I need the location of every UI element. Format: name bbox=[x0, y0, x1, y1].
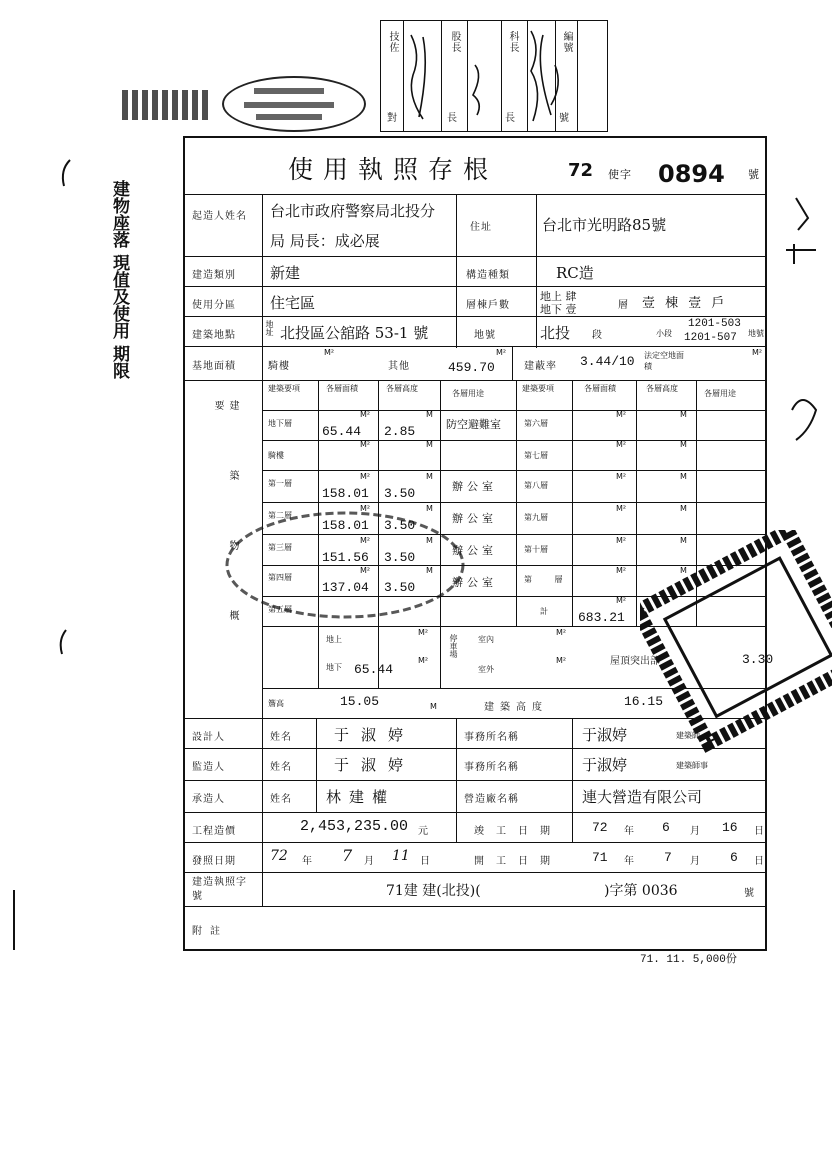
underground-label: 地上 bbox=[326, 635, 342, 644]
row-left-2-item: 第一層 bbox=[268, 479, 292, 488]
contractor-name: 林建權 bbox=[326, 788, 396, 806]
row-left-5-use: 辦公室 bbox=[452, 576, 497, 589]
designer-name: 于淑婷 bbox=[334, 726, 416, 744]
unit-m-l1: M bbox=[426, 440, 433, 449]
license-suffix: 號 bbox=[748, 168, 760, 181]
base-area-sub: 騎樓 bbox=[268, 361, 290, 372]
designer-label: 設計人 bbox=[192, 732, 225, 743]
unit-m-r0: M bbox=[680, 410, 687, 419]
site-prefix: 地址 bbox=[265, 320, 274, 336]
row-left-0-item: 地下層 bbox=[268, 419, 292, 428]
address-value: 台北市光明路85號 bbox=[542, 216, 667, 234]
start-label: 開工日期 bbox=[474, 856, 562, 867]
approval-label-3: 編號 bbox=[561, 31, 572, 53]
permit-label: 建造執照字號 bbox=[192, 877, 247, 902]
issue-year: 72 bbox=[270, 848, 288, 864]
unit-m2-l4: M² bbox=[360, 536, 371, 545]
col-item-left: 建築要項 bbox=[268, 384, 300, 393]
use-zone-value: 住宅區 bbox=[270, 294, 316, 312]
unit-m-l5: M bbox=[426, 566, 433, 575]
col-height-right: 各層高度 bbox=[646, 384, 678, 393]
site-label: 建築地點 bbox=[192, 330, 236, 341]
row-left-0-area: 65.44 bbox=[322, 424, 362, 439]
row-right-3-item: 第九層 bbox=[524, 513, 548, 522]
row-right-4-item: 第十層 bbox=[524, 545, 548, 554]
roof-label: 屋頂突出部 bbox=[610, 656, 660, 667]
structure-value: RC造 bbox=[556, 264, 594, 282]
floors-unit: 層 bbox=[618, 300, 629, 311]
row-left-0-height: 2.85 bbox=[384, 424, 416, 439]
page-title: 使用執照存根 bbox=[288, 155, 499, 184]
lot-label: 地號 bbox=[474, 330, 496, 341]
legal-open-label: 法定空地面積 bbox=[644, 351, 684, 371]
contractor-company: 連大營造有限公司 bbox=[582, 788, 703, 806]
unit-m2-l3: M² bbox=[360, 504, 371, 513]
other-value: 459.70 bbox=[448, 360, 495, 375]
approval-label-2: 科長 bbox=[507, 31, 518, 53]
col-area-right: 各層面積 bbox=[584, 384, 616, 393]
supervisor-label: 監造人 bbox=[192, 762, 225, 773]
build-type-value: 新建 bbox=[270, 264, 301, 282]
row-left-4-height: 3.50 bbox=[384, 550, 416, 565]
designer-office-suffix: 建築師 bbox=[676, 731, 700, 740]
unit-m2-l5: M² bbox=[360, 566, 371, 575]
row-left-5-height: 3.50 bbox=[384, 580, 416, 595]
unit-m2-l2: M² bbox=[360, 472, 371, 481]
parking-label: 停車場 bbox=[449, 634, 458, 658]
row-left-2-area: 158.01 bbox=[322, 486, 369, 501]
unit-m2-r6: M² bbox=[616, 596, 627, 605]
row-left-3-area: 158.01 bbox=[322, 518, 369, 533]
start-month: 7 bbox=[664, 850, 672, 865]
issue-year-char: 年 bbox=[302, 856, 313, 867]
site-value: 北投區公舘路 53-1 號 bbox=[280, 324, 429, 342]
supervisor-name: 于淑婷 bbox=[334, 756, 416, 774]
applicant-value-1: 台北市政府警察局北投分 bbox=[270, 202, 436, 220]
building-height-value: 16.15 bbox=[624, 694, 664, 709]
approval-sig-1: 長 bbox=[447, 113, 458, 124]
contractor-name-label: 姓名 bbox=[270, 794, 292, 805]
unit-m2-ug1: M² bbox=[418, 628, 429, 637]
unit-m-r4: M bbox=[680, 536, 687, 545]
legal-open-unit: M² bbox=[752, 348, 763, 357]
issue-month-char: 月 bbox=[364, 856, 375, 867]
approval-sig-3: 號 bbox=[559, 113, 570, 124]
permit-suffix: 號 bbox=[744, 888, 755, 899]
base-area-unit: M² bbox=[324, 348, 335, 357]
lot-suffix: 地號 bbox=[748, 329, 764, 338]
completion-month-char: 月 bbox=[690, 826, 701, 837]
row-left-5-area: 137.04 bbox=[322, 580, 369, 595]
eave-value: 15.05 bbox=[340, 694, 380, 709]
diagonal-stamp bbox=[640, 530, 832, 780]
lot-number-1: 1201-503 bbox=[688, 318, 741, 330]
permit-value: 71建 建(北投)( bbox=[386, 883, 481, 899]
row-left-0-use: 防空避難室 bbox=[446, 418, 501, 431]
row-right-1-item: 第七層 bbox=[524, 451, 548, 460]
col-item-right: 建築要項 bbox=[522, 384, 554, 393]
parking-outdoor: 室外 bbox=[478, 665, 494, 674]
lot-xiaoduan: 小段 bbox=[656, 329, 672, 338]
underground-value: 65.44 bbox=[354, 662, 394, 677]
start-year: 71 bbox=[592, 850, 608, 865]
designer-name-label: 姓名 bbox=[270, 732, 292, 743]
supervisor-office: 于淑婷 bbox=[582, 756, 628, 774]
cost-value: 2,453,235.00 bbox=[300, 818, 409, 835]
approval-label-0: 技佐 bbox=[387, 31, 398, 53]
floors-label: 層棟戶數 bbox=[466, 300, 510, 311]
base-area-label: 基地面積 bbox=[192, 361, 236, 372]
row-left-1-item: 騎樓 bbox=[268, 451, 284, 460]
row-left-2-height: 3.50 bbox=[384, 486, 416, 501]
unit-m2-r0: M² bbox=[616, 410, 627, 419]
other-unit: M² bbox=[496, 348, 507, 357]
unit-m2-l1: M² bbox=[360, 440, 371, 449]
unit-m2-r3: M² bbox=[616, 504, 627, 513]
row-right-0-item: 第六層 bbox=[524, 419, 548, 428]
designer-office-label: 事務所名稱 bbox=[464, 732, 519, 743]
build-type-label: 建造類別 bbox=[192, 270, 236, 281]
completion-label: 竣工日期 bbox=[474, 826, 562, 837]
oval-seal bbox=[222, 76, 366, 132]
building-count: 壹 棟 壹 戶 bbox=[642, 296, 728, 311]
row-left-5-item: 第四層 bbox=[268, 573, 292, 582]
start-day: 6 bbox=[730, 850, 738, 865]
approval-sig-2: 長 bbox=[505, 113, 516, 124]
unit-m2-p1: M² bbox=[556, 628, 567, 637]
issue-day: 11 bbox=[392, 848, 410, 864]
supervisor-office-suffix: 建築師事 bbox=[676, 761, 708, 770]
address-label: 住址 bbox=[470, 222, 492, 233]
unit-m2-r2: M² bbox=[616, 472, 627, 481]
start-day-char: 日 bbox=[754, 856, 765, 867]
row-left-4-area: 151.56 bbox=[322, 550, 369, 565]
unit-m2-l0: M² bbox=[360, 410, 371, 419]
row-left-2-use: 辦公室 bbox=[452, 480, 497, 493]
completion-day-char: 日 bbox=[754, 826, 765, 837]
completion-day: 16 bbox=[722, 820, 738, 835]
col-use-left: 各層用途 bbox=[452, 389, 484, 398]
roof-value: 3.30 bbox=[742, 652, 774, 667]
row-left-4-item: 第三層 bbox=[268, 543, 292, 552]
building-height-label: 建築高度 bbox=[484, 702, 548, 713]
contractor-company-label: 營造廠名稱 bbox=[464, 794, 519, 805]
unit-m-r3: M bbox=[680, 504, 687, 513]
approval-sig-0: 對 bbox=[387, 113, 398, 124]
start-year-char: 年 bbox=[624, 856, 635, 867]
row-left-3-item: 第二層 bbox=[268, 511, 292, 520]
contractor-label: 承造人 bbox=[192, 794, 225, 805]
applicant-value-2: 局 局長：成必展 bbox=[270, 232, 380, 250]
completion-month: 6 bbox=[662, 820, 670, 835]
license-number: 0894 bbox=[658, 160, 725, 188]
use-zone-label: 使用分區 bbox=[192, 300, 236, 311]
row-left-6-item: 第五層 bbox=[268, 605, 292, 614]
unit-m-l4: M bbox=[426, 536, 433, 545]
lot-number-2: 1201-507 bbox=[684, 332, 737, 344]
unit-m-l3: M bbox=[426, 504, 433, 513]
unit-m-r5: M bbox=[680, 566, 687, 575]
completion-year-char: 年 bbox=[624, 826, 635, 837]
unit-m-r2: M bbox=[680, 472, 687, 481]
row-left-3-height: 3.50 bbox=[384, 518, 416, 533]
unit-m-l0: M bbox=[426, 410, 433, 419]
unit-m2-r4: M² bbox=[616, 536, 627, 545]
form-footer: 71. 11. 5,000份 bbox=[640, 954, 737, 966]
license-type: 使字 bbox=[608, 168, 632, 181]
coverage-value: 3.44/10 bbox=[580, 354, 635, 369]
approval-label-1: 股長 bbox=[449, 31, 460, 53]
col-area-left: 各層面積 bbox=[326, 384, 358, 393]
other-label: 其他 bbox=[388, 361, 410, 372]
applicant-label: 起造人姓名 bbox=[192, 211, 247, 222]
designer-office: 于淑婷 bbox=[582, 726, 628, 744]
unit-m-eave: M bbox=[430, 702, 437, 711]
unit-m2-p2: M² bbox=[556, 656, 567, 665]
left-margin-text: 建物座落 現值及使用 期限 bbox=[109, 180, 129, 379]
row-left-4-use: 辦公室 bbox=[452, 544, 497, 557]
supervisor-office-label: 事務所名稱 bbox=[464, 762, 519, 773]
structure-label: 構造種類 bbox=[466, 270, 510, 281]
coverage-label: 建蔽率 bbox=[524, 361, 557, 372]
unit-m2-ug2: M² bbox=[418, 656, 429, 665]
row-right-6-item: 計 bbox=[540, 607, 548, 616]
row-left-3-use: 辦公室 bbox=[452, 512, 497, 525]
floors-below: 地下 壹 bbox=[540, 303, 577, 316]
completion-year: 72 bbox=[592, 820, 608, 835]
row-right-5-item: 第 層 bbox=[524, 575, 573, 584]
col-use-right: 各層用途 bbox=[704, 389, 736, 398]
issue-day-char: 日 bbox=[420, 856, 431, 867]
unit-m-r1: M bbox=[680, 440, 687, 449]
cost-label: 工程造價 bbox=[192, 826, 236, 837]
parking-indoor: 室內 bbox=[478, 635, 494, 644]
row-right-2-item: 第八層 bbox=[524, 481, 548, 490]
cost-unit: 元 bbox=[418, 826, 429, 837]
row-right-6-area: 683.21 bbox=[578, 610, 625, 625]
eave-label: 簷高 bbox=[268, 699, 284, 708]
col-height-left: 各層高度 bbox=[386, 384, 418, 393]
issue-label: 發照日期 bbox=[192, 856, 236, 867]
lot-duan: 段 bbox=[592, 330, 603, 341]
underground-label-2: 地下 bbox=[326, 663, 342, 672]
note-label: 附註 bbox=[192, 926, 228, 937]
faded-seal bbox=[220, 505, 470, 625]
permit-mid: )字第 0036 bbox=[604, 883, 678, 899]
building-label: 建築物概要 bbox=[212, 400, 238, 680]
signature-scribbles bbox=[405, 25, 575, 129]
left-edge-marks bbox=[0, 150, 80, 950]
lot-value: 北投 bbox=[540, 324, 571, 342]
issue-month: 7 bbox=[342, 846, 353, 865]
license-year: 72 bbox=[568, 160, 594, 181]
unit-m2-r5: M² bbox=[616, 566, 627, 575]
approval-block bbox=[380, 20, 608, 132]
unit-m-l2: M bbox=[426, 472, 433, 481]
floors-above: 地上 肆 bbox=[540, 290, 577, 303]
seal-left bbox=[120, 82, 212, 126]
right-edge-marks bbox=[776, 190, 832, 490]
unit-m2-r1: M² bbox=[616, 440, 627, 449]
start-month-char: 月 bbox=[690, 856, 701, 867]
supervisor-name-label: 姓名 bbox=[270, 762, 292, 773]
